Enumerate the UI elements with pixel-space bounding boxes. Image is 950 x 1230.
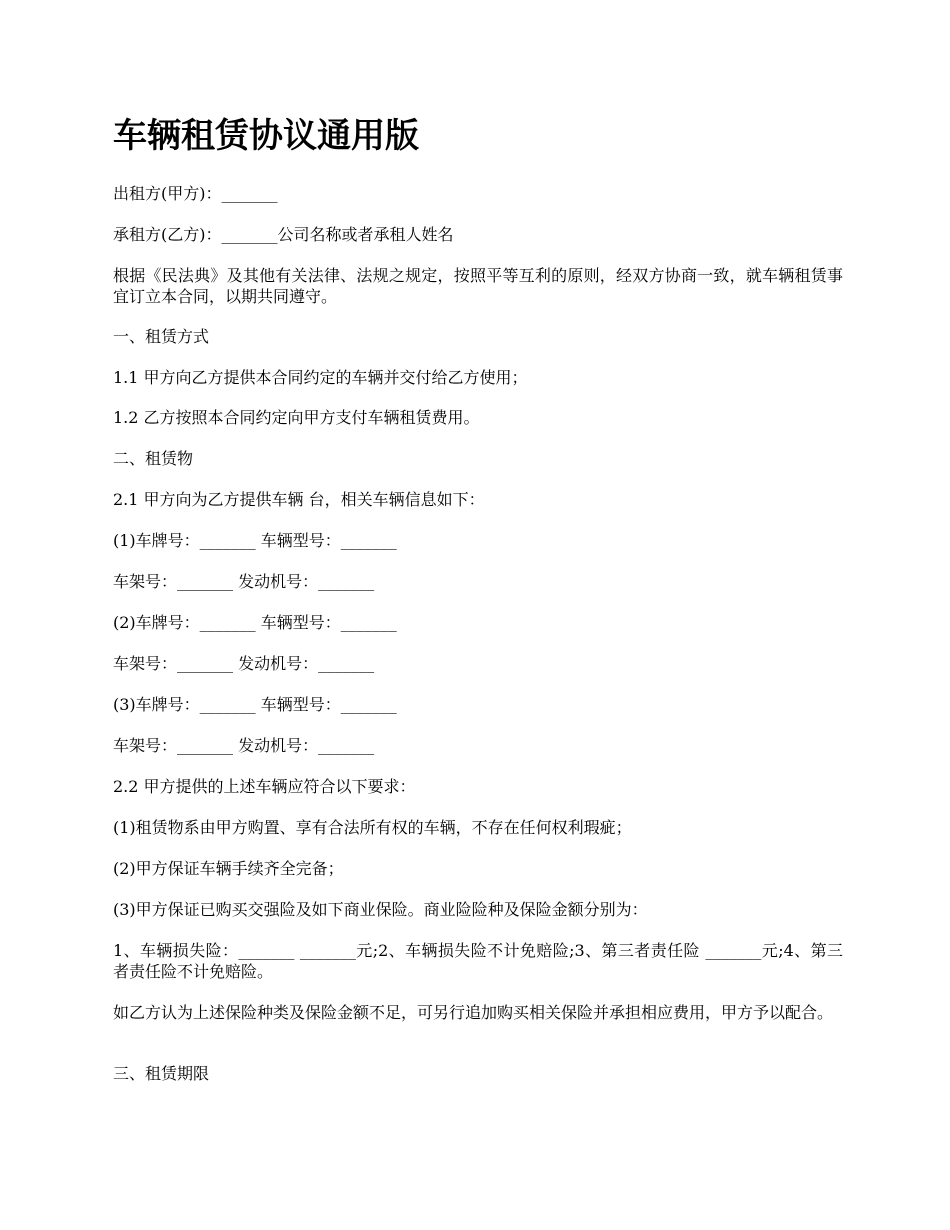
vehicle-1-plate-line: (1)车牌号：_______ 车辆型号：_______	[113, 531, 397, 550]
lessor-line: 出租方(甲方)：_______	[113, 184, 278, 203]
insurance-supplement: 如乙方认为上述保险种类及保险金额不足，可另行追加购买相关保险并承担相应费用，甲方予以配合。	[113, 1003, 834, 1022]
requirement-3: (3)甲方保证已购买交强险及如下商业保险。商业险险种及保险金额分别为：	[113, 900, 648, 919]
clause-1-1: 1.1 甲方向乙方提供本合同约定的车辆并交付给乙方使用；	[113, 368, 528, 387]
section-heading-lease-term: 三、租赁期限	[113, 1064, 210, 1083]
document-title: 车辆租赁协议通用版	[113, 116, 419, 156]
vehicle-2-frame-line: 车架号：_______ 发动机号：_______	[113, 654, 375, 673]
vehicle-2-plate-line: (2)车牌号：_______ 车辆型号：_______	[113, 613, 397, 632]
section-heading-leased-item: 二、租赁物	[113, 449, 194, 468]
requirement-2: (2)甲方保证车辆手续齐全完备；	[113, 859, 344, 878]
vehicle-3-plate-line: (3)车牌号：_______ 车辆型号：_______	[113, 695, 397, 714]
vehicle-1-frame-line: 车架号：_______ 发动机号：_______	[113, 572, 375, 591]
clause-2-1: 2.1 甲方向为乙方提供车辆 台，相关车辆信息如下：	[113, 490, 485, 509]
preamble-paragraph: 根据《民法典》及其他有关法律、法规之规定，按照平等互利的原则，经双方协商一致，就车辆租赁事宜订立本合同，以期共同遵守。	[113, 266, 843, 306]
section-heading-lease-method: 一、租赁方式	[113, 327, 210, 346]
vehicle-3-frame-line: 车架号：_______ 发动机号：_______	[113, 736, 375, 755]
insurance-list: 1、车辆损失险：_______ _______元;2、车辆损失险不计免赔险;3、第三者责任险 _______元;4、第三者责任险不计免赔险。	[113, 941, 843, 981]
clause-1-2: 1.2 乙方按照本合同约定向甲方支付车辆租赁费用。	[113, 408, 480, 427]
lessee-line: 承租方(乙方)：_______公司名称或者承租人姓名	[113, 225, 454, 244]
requirement-1: (1)租赁物系由甲方购置、享有合法所有权的车辆，不存在任何权利瑕疵；	[113, 818, 632, 837]
clause-2-2: 2.2 甲方提供的上述车辆应符合以下要求：	[113, 777, 416, 796]
